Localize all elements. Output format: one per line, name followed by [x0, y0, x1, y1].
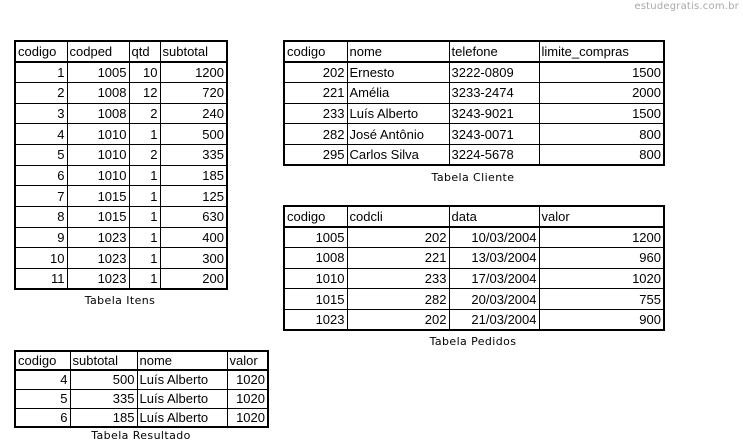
- table-cell: 1: [129, 207, 160, 228]
- table-cell: 1200: [160, 62, 227, 83]
- table-cell: 3233-2474: [449, 82, 539, 103]
- table-cell: 1023: [67, 248, 129, 269]
- table-cell: Luís Alberto: [137, 408, 227, 427]
- table-cell: Amélia: [347, 82, 449, 103]
- table-cell: 2: [129, 144, 160, 165]
- table-row: [284, 268, 664, 289]
- column-header: codigo: [284, 206, 347, 227]
- table-cell: 1010: [284, 268, 347, 289]
- table-cell: 800: [539, 144, 664, 165]
- table-cell: 1010: [67, 165, 129, 186]
- table-cell: 500: [160, 124, 227, 145]
- table-row: [15, 370, 268, 389]
- table-cell: 295: [284, 144, 347, 165]
- table-cell: 1020: [227, 370, 268, 389]
- table-cell: 1008: [284, 247, 347, 268]
- table-cell: 3222-0809: [449, 62, 539, 83]
- table-row: [15, 389, 268, 408]
- table-cell: 10/03/2004: [449, 227, 539, 248]
- column-header: data: [449, 206, 539, 227]
- table-cell: 9: [15, 227, 67, 248]
- table-cell: 202: [284, 62, 347, 83]
- table-cell: 10: [129, 62, 160, 83]
- table-cell: 3224-5678: [449, 144, 539, 165]
- table-row: [15, 165, 227, 186]
- table-cell: 960: [539, 247, 664, 268]
- table-cell: 1200: [539, 227, 664, 248]
- table-cell: 202: [347, 309, 449, 330]
- table-cell: 6: [15, 408, 70, 427]
- column-header: valor: [227, 351, 268, 370]
- column-header: codcli: [347, 206, 449, 227]
- table-cell: 10: [15, 248, 67, 269]
- table-cell: 1020: [227, 408, 268, 427]
- table-cell: 8: [15, 207, 67, 228]
- table-cell: 1: [129, 227, 160, 248]
- table-cell: 282: [347, 289, 449, 310]
- table-cell: 221: [347, 247, 449, 268]
- table-cell: Luís Alberto: [137, 389, 227, 408]
- table-cell: 755: [539, 289, 664, 310]
- cliente-caption: Tabela Cliente: [431, 171, 515, 184]
- column-header: codigo: [15, 41, 67, 62]
- table-cell: 6: [15, 165, 67, 186]
- table-cell: 1015: [67, 207, 129, 228]
- table-row: [284, 309, 664, 330]
- table-row: [15, 82, 227, 103]
- column-header: codigo: [284, 41, 347, 62]
- table-cell: 1008: [67, 82, 129, 103]
- table-row: [15, 227, 227, 248]
- cliente-table: [283, 40, 665, 166]
- table-cell: 185: [70, 408, 137, 427]
- table-cell: 1023: [284, 309, 347, 330]
- table-row: [15, 124, 227, 145]
- table-cell: 4: [15, 124, 67, 145]
- column-header: codped: [67, 41, 129, 62]
- table-cell: 1015: [284, 289, 347, 310]
- table-cell: 335: [70, 389, 137, 408]
- column-header: qtd: [129, 41, 160, 62]
- table-cell: 5: [15, 389, 70, 408]
- table-cell: 1023: [67, 269, 129, 290]
- header-row: [284, 41, 664, 62]
- table-cell: 1020: [227, 389, 268, 408]
- table-cell: 13/03/2004: [449, 247, 539, 268]
- table-cell: 335: [160, 144, 227, 165]
- table-cell: 400: [160, 227, 227, 248]
- table-row: [15, 248, 227, 269]
- header-row: [15, 351, 268, 370]
- watermark: estudegratis.com.br: [634, 1, 739, 12]
- table-cell: 233: [347, 268, 449, 289]
- table-cell: 1015: [67, 186, 129, 207]
- table-cell: 11: [15, 269, 67, 290]
- table-cell: Carlos Silva: [347, 144, 449, 165]
- table-cell: 1010: [67, 144, 129, 165]
- column-header: codigo: [15, 351, 70, 370]
- table-cell: 3243-0071: [449, 124, 539, 145]
- pedidos-caption: Tabela Pedidos: [429, 335, 517, 348]
- table-cell: 1008: [67, 103, 129, 124]
- column-header: subtotal: [160, 41, 227, 62]
- table-cell: 1: [129, 165, 160, 186]
- table-row: [284, 227, 664, 248]
- itens-caption: Tabela Itens: [84, 294, 156, 307]
- table-cell: 300: [160, 248, 227, 269]
- table-cell: 3: [15, 103, 67, 124]
- header-row: [15, 41, 227, 62]
- table-cell: 800: [539, 124, 664, 145]
- table-cell: 1500: [539, 103, 664, 124]
- table-row: [15, 144, 227, 165]
- resultado-table: [14, 350, 269, 428]
- table-cell: 282: [284, 124, 347, 145]
- pedidos-table: [283, 205, 665, 331]
- table-cell: 5: [15, 144, 67, 165]
- resultado-caption: Tabela Resultado: [91, 429, 191, 442]
- table-row: [284, 289, 664, 310]
- table-cell: 240: [160, 103, 227, 124]
- column-header: nome: [347, 41, 449, 62]
- column-header: nome: [137, 351, 227, 370]
- table-row: [284, 144, 664, 165]
- table-cell: 2: [15, 82, 67, 103]
- table-row: [15, 408, 268, 427]
- table-row: [284, 103, 664, 124]
- table-row: [284, 247, 664, 268]
- table-cell: 720: [160, 82, 227, 103]
- table-cell: 200: [160, 269, 227, 290]
- table-row: [15, 207, 227, 228]
- table-cell: 2000: [539, 82, 664, 103]
- table-cell: 185: [160, 165, 227, 186]
- table-cell: 1: [129, 248, 160, 269]
- table-cell: 1: [129, 186, 160, 207]
- table-cell: 20/03/2004: [449, 289, 539, 310]
- column-header: telefone: [449, 41, 539, 62]
- table-cell: Luís Alberto: [137, 370, 227, 389]
- table-cell: 1010: [67, 124, 129, 145]
- column-header: limite_compras: [539, 41, 664, 62]
- table-cell: 21/03/2004: [449, 309, 539, 330]
- table-cell: 1005: [284, 227, 347, 248]
- table-cell: 1005: [67, 62, 129, 83]
- table-cell: 125: [160, 186, 227, 207]
- table-row: [15, 186, 227, 207]
- table-row: [284, 82, 664, 103]
- table-row: [284, 62, 664, 83]
- table-cell: 7: [15, 186, 67, 207]
- table-cell: 202: [347, 227, 449, 248]
- table-cell: 1020: [539, 268, 664, 289]
- column-header: valor: [539, 206, 664, 227]
- table-cell: 17/03/2004: [449, 268, 539, 289]
- table-row: [284, 124, 664, 145]
- table-cell: José Antônio: [347, 124, 449, 145]
- itens-table: [14, 40, 228, 290]
- table-cell: 1023: [67, 227, 129, 248]
- header-row: [284, 206, 664, 227]
- table-cell: 1: [129, 124, 160, 145]
- table-cell: 233: [284, 103, 347, 124]
- table-cell: Ernesto: [347, 62, 449, 83]
- table-cell: 1: [129, 269, 160, 290]
- table-cell: 1: [15, 62, 67, 83]
- table-row: [15, 62, 227, 83]
- table-cell: 500: [70, 370, 137, 389]
- table-cell: 2: [129, 103, 160, 124]
- table-cell: 4: [15, 370, 70, 389]
- table-cell: 3243-9021: [449, 103, 539, 124]
- table-cell: 221: [284, 82, 347, 103]
- table-row: [15, 103, 227, 124]
- table-cell: 12: [129, 82, 160, 103]
- table-cell: 1500: [539, 62, 664, 83]
- column-header: subtotal: [70, 351, 137, 370]
- table-cell: Luís Alberto: [347, 103, 449, 124]
- table-cell: 900: [539, 309, 664, 330]
- table-cell: 630: [160, 207, 227, 228]
- table-row: [15, 269, 227, 290]
